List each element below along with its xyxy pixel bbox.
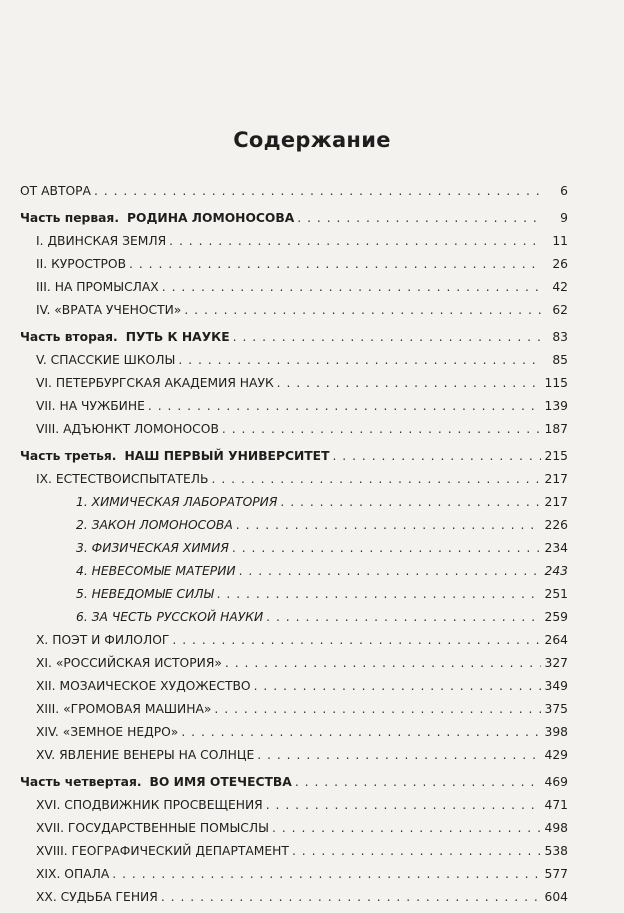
dot-leader [272,821,541,835]
toc-page-number: 398 [544,725,568,739]
toc-entry-sub[interactable] [20,518,568,541]
toc-entry-title: ОТ АВТОРА [20,184,91,198]
dot-leader [266,798,541,812]
toc-entry-title: V. СПАССКИЕ ШКОЛЫ [36,353,176,367]
toc-entry-title: XIII. «ГРОМОВАЯ МАШИНА» [36,702,212,716]
toc-part-title: НАШ ПЕРВЫЙ УНИВЕРСИТЕТ [124,449,330,463]
toc-entry-chap[interactable] [20,422,568,445]
toc-page-number: 85 [552,353,568,367]
toc-entry-part[interactable] [20,775,568,798]
dot-leader [236,518,541,532]
toc-entry-chap[interactable] [20,679,568,702]
toc-page-number: 604 [544,890,568,904]
toc-page-number: 115 [544,376,568,390]
toc-page-number: 264 [544,633,568,647]
toc-entry-title: XII. МОЗАИЧЕСКОЕ ХУДОЖЕСТВО [36,679,251,693]
dot-leader [148,399,541,413]
toc-part-heading [20,449,329,463]
toc-page-number: 226 [544,518,568,532]
dot-leader [169,234,541,248]
toc-entry-sub[interactable] [20,495,568,518]
toc-page-number: 327 [544,656,568,670]
toc-entry-chap[interactable] [20,725,568,748]
toc-page-number: 498 [544,821,568,835]
toc-page-number: 62 [552,303,568,317]
dot-leader [212,472,542,486]
toc-part-title: ВО ИМЯ ОТЕЧЕСТВА [149,775,292,789]
toc-entry-chap[interactable] [20,867,568,890]
toc-entry-chap[interactable] [20,702,568,725]
toc-entry-title: XVII. ГОСУДАРСТВЕННЫЕ ПОМЫСЛЫ [36,821,269,835]
toc-entry-chap[interactable] [20,798,568,821]
toc-entry-sub[interactable] [20,541,568,564]
toc-page-number: 217 [544,472,568,486]
toc-page-number: 429 [544,748,568,762]
toc-page-number: 139 [544,399,568,413]
toc-entry-title: II. КУРОСТРОВ [36,257,127,271]
toc-part-label: Часть вторая. [20,330,118,344]
dot-leader [257,748,541,762]
toc-entry-title: VII. НА ЧУЖБИНЕ [36,399,145,413]
toc-entry-title: 3. ФИЗИЧЕСКАЯ ХИМИЯ [76,541,229,555]
dot-leader [277,376,541,390]
toc-entry-title: I. ДВИНСКАЯ ЗЕМЛЯ [36,234,167,248]
table-of-contents [20,184,568,913]
toc-entry-chap[interactable] [20,890,568,913]
dot-leader [172,633,541,647]
dot-leader [233,330,541,344]
toc-page-number: 375 [544,702,568,716]
dot-leader [266,610,541,624]
dot-leader [332,449,541,463]
toc-entry-title: 6. ЗА ЧЕСТЬ РУССКОЙ НАУКИ [76,610,264,624]
toc-page-number: 259 [544,610,568,624]
toc-entry-chap[interactable] [20,303,568,326]
toc-entry-title: 1. ХИМИЧЕСКАЯ ЛАБОРАТОРИЯ [76,495,278,509]
toc-entry-part[interactable] [20,330,568,353]
toc-part-label: Часть третья. [20,449,117,463]
toc-part-title: ПУТЬ К НАУКЕ [125,330,230,344]
toc-entry-title: X. ПОЭТ И ФИЛОЛОГ [36,633,170,647]
toc-entry-title: XV. ЯВЛЕНИЕ ВЕНЕРЫ НА СОЛНЦЕ [36,748,255,762]
dot-leader [217,587,541,601]
toc-page-number: 217 [544,495,568,509]
toc-entry-chap[interactable] [20,821,568,844]
toc-entry-title: 2. ЗАКОН ЛОМОНОСОВА [76,518,233,532]
toc-entry-title: 5. НЕВЕДОМЫЕ СИЛЫ [76,587,214,601]
toc-entry-chap[interactable] [20,844,568,867]
dot-leader [225,656,541,670]
toc-entry-part[interactable] [20,211,568,234]
toc-page-number: 6 [560,184,568,198]
toc-page-number: 577 [544,867,568,881]
dot-leader [214,702,541,716]
toc-page-number: 11 [552,234,568,248]
toc-page-number: 349 [544,679,568,693]
toc-entry-chap[interactable] [20,472,568,495]
dot-leader [129,257,541,271]
dot-leader [280,495,541,509]
toc-entry-title: XVIII. ГЕОГРАФИЧЕСКИЙ ДЕПАРТАМЕНТ [36,844,289,858]
toc-entry-title: VI. ПЕТЕРБУРГСКАЯ АКАДЕМИЯ НАУК [36,376,274,390]
toc-entry-sub[interactable] [20,587,568,610]
dot-leader [232,541,541,555]
toc-page-number: 538 [544,844,568,858]
toc-page-number: 251 [544,587,568,601]
toc-page-number: 471 [544,798,568,812]
toc-entry-chap[interactable] [20,656,568,679]
dot-leader [162,280,541,294]
toc-entry-chap[interactable] [20,257,568,280]
toc-entry-title: III. НА ПРОМЫСЛАХ [36,280,159,294]
toc-part-heading [20,330,230,344]
dot-leader [181,725,541,739]
toc-entry-title: IV. «ВРАТА УЧЕНОСТИ» [36,303,182,317]
toc-page-number: 215 [544,449,568,463]
dot-leader [178,353,541,367]
toc-page-number: 234 [544,541,568,555]
toc-part-label: Часть четвертая. [20,775,142,789]
toc-entry-chap[interactable] [20,633,568,656]
toc-entry-title: VIII. АДЪЮНКТ ЛОМОНОСОВ [36,422,219,436]
dot-leader [295,775,541,789]
toc-entry-title: 4. НЕВЕСОМЫЕ МАТЕРИИ [76,564,236,578]
dot-leader [297,211,541,225]
dot-leader [184,303,541,317]
toc-page-number: 469 [544,775,568,789]
toc-entry-title: IX. ЕСТЕСТВОИСПЫТАТЕЛЬ [36,472,209,486]
toc-page-number: 42 [552,280,568,294]
toc-part-label: Часть первая. [20,211,119,225]
toc-entry-top[interactable] [20,184,568,207]
toc-page-number: 83 [552,330,568,344]
toc-entry-chap[interactable] [20,376,568,399]
dot-leader [239,564,541,578]
toc-entry-title: XX. СУДЬБА ГЕНИЯ [36,890,158,904]
dot-leader [161,890,541,904]
dot-leader [94,184,541,198]
toc-page-number: 9 [560,211,568,225]
dot-leader [112,867,541,881]
toc-entry-sub[interactable] [20,610,568,633]
toc-entry-sub[interactable] [20,564,568,587]
dot-leader [222,422,541,436]
toc-entry-chap[interactable] [20,399,568,422]
toc-entry-title: XVI. СПОДВИЖНИК ПРОСВЕЩЕНИЯ [36,798,263,812]
toc-part-title: РОДИНА ЛОМОНОСОВА [127,211,295,225]
toc-entry-title: XIV. «ЗЕМНОЕ НЕДРО» [36,725,179,739]
toc-page-number: 26 [552,257,568,271]
toc-entry-chap[interactable] [20,280,568,303]
toc-entry-chap[interactable] [20,353,568,376]
toc-page-number: 187 [544,422,568,436]
toc-part-heading [20,211,294,225]
toc-entry-title: XIX. ОПАЛА [36,867,110,881]
toc-entry-chap[interactable] [20,748,568,771]
toc-page-number: 243 [544,564,568,578]
toc-part-heading [20,775,292,789]
dot-leader [292,844,541,858]
toc-entry-chap[interactable] [20,234,568,257]
toc-entry-part[interactable] [20,449,568,472]
dot-leader [254,679,541,693]
toc-entry-title: XI. «РОССИЙСКАЯ ИСТОРИЯ» [36,656,222,670]
page-title: Содержание [233,128,391,152]
